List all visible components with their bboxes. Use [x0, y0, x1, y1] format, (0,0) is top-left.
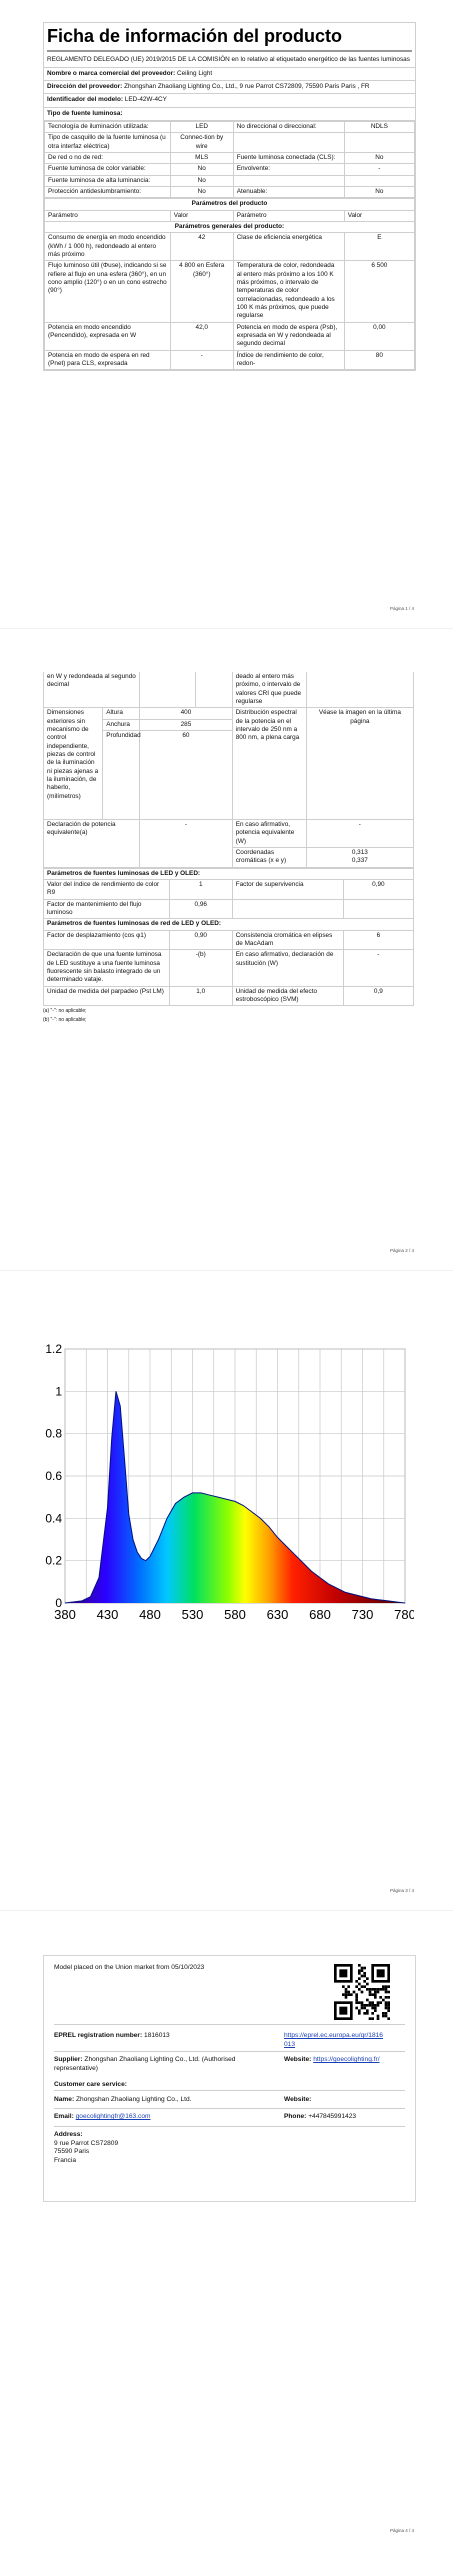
param-name: Potencia en modo de espera en red (Pnet) para CLS, expresada — [45, 350, 171, 370]
table-row — [44, 899, 414, 919]
website-link[interactable]: https://goecolighting.fr/ — [313, 2056, 380, 2063]
supplier-address-value: Zhongshan Zhaoliang Lighting Co., Ltd., 9 rue Parrot CS72809, 75590 Paris Paris , FR — [124, 83, 370, 91]
supplier-label: Supplier: — [54, 2056, 83, 2063]
param-name: Clase de eficiencia energética — [233, 233, 344, 261]
cont-right-value — [306, 672, 413, 708]
param-name: Índice de rendimiento de color, redon- — [233, 350, 344, 370]
product-params-table — [44, 198, 415, 370]
spectral-dist-value: Véase la imagen en la última página — [306, 708, 413, 820]
param-name: Consumo de energía en modo encendido (kWh / 1 000 h), redondeado al entero más próximo — [45, 233, 171, 261]
x-axis-ticks — [54, 1607, 414, 1622]
address-line: 9 rue Parrot CS72809 — [54, 2139, 119, 2147]
spectrum-chart — [43, 1335, 414, 1635]
table-row — [45, 175, 415, 186]
x-tick-label: 380 — [54, 1607, 76, 1622]
dimensions-label: Dimensiones exteriores sin mecanismo de control independiente, piezas de control de la iluminación ni piezas ajenas a la iluminación, de haberlo, (milímetros) — [44, 708, 103, 820]
table-row — [45, 350, 415, 370]
eprel-label-text: EPREL registration number: — [54, 2032, 143, 2039]
title-rule — [47, 50, 412, 52]
address-label: Address: — [54, 2131, 83, 2138]
y-axis-ticks — [45, 1342, 62, 1610]
model-label: Identificador del modelo: — [47, 96, 123, 104]
param-name: Consistencia cromática en elipses de MacAdam — [232, 930, 343, 950]
param-value: NDLS — [344, 122, 414, 133]
supplier-row — [54, 2056, 274, 2073]
param-value: 1 — [169, 879, 232, 899]
divider — [54, 2051, 405, 2052]
param-value: No — [170, 164, 233, 175]
equivalent-power-value: - — [140, 819, 233, 867]
table-row — [45, 122, 415, 133]
phone-row — [284, 2113, 356, 2122]
page-number: Página 1 / 4 — [389, 606, 414, 611]
param-value: 0,9 — [343, 986, 413, 1006]
param-value: 6 500 — [344, 261, 414, 322]
param-name: Flujo luminoso útil (Φuse), indicando si se refiere al flujo en una esfera (360°), en un cono amplio (120°) o en un cono estrecho (90°) — [45, 261, 171, 322]
y-tick-label: 0.4 — [45, 1511, 62, 1526]
care-name-label: Name: — [54, 2096, 75, 2103]
y-tick-label: 0.2 — [45, 1553, 62, 1568]
param-name: Temperatura de color, redondeada al entero más próximo a los 100 K más próximos, o intervalo de temperaturas de color correlacionadas, redondeado a los 100 K más próximos, que puede regularse — [233, 261, 344, 322]
spectrum-svg — [43, 1335, 414, 1635]
param-value: No — [170, 187, 233, 198]
equivalent-power-q-value: - — [306, 819, 413, 847]
footnote-b: (b) "-": no aplicable; — [43, 1016, 87, 1023]
param-name: Fuente luminosa de alta luminancia: — [45, 175, 171, 186]
param-value: No — [344, 153, 414, 164]
led-params-table — [43, 868, 414, 1007]
chromaticity-values — [306, 847, 413, 867]
product-params-continued — [43, 672, 414, 868]
page-separator — [0, 628, 453, 629]
email-link[interactable]: goecolightingfr@163.com — [75, 2113, 151, 2120]
param-value: 1,0 — [169, 986, 232, 1006]
y-tick-label: 1.2 — [45, 1342, 62, 1356]
light-source-type-table — [44, 121, 415, 198]
chromaticity-x: 0,313 — [351, 848, 368, 856]
table-row — [44, 986, 414, 1006]
table-row — [44, 879, 414, 899]
led-params-body — [44, 879, 414, 918]
chromaticity-y: 0,337 — [351, 857, 368, 865]
dim-name: Altura — [103, 708, 140, 719]
x-tick-label: 780 — [394, 1607, 414, 1622]
param-value: 6 — [343, 930, 413, 950]
param-value: 0,96 — [169, 899, 232, 919]
address-line: 75590 Paris — [54, 2148, 90, 2156]
param-name: Fuente luminosa de color variable: — [45, 164, 171, 175]
address-block — [54, 2131, 118, 2165]
phone-value: +447845991423 — [308, 2113, 357, 2120]
dim-value: 285 — [140, 719, 233, 730]
param-name: Protección antideslumbramiento: — [45, 187, 171, 198]
x-tick-label: 580 — [224, 1607, 246, 1622]
divider — [54, 2108, 405, 2109]
general-params-title: Parámetros generales del producto: — [45, 221, 415, 232]
y-tick-label: 1 — [55, 1384, 62, 1399]
param-name: Factor de supervivencia — [232, 879, 343, 899]
eprel-link[interactable]: https://eprel.ec.europa.eu/qr/1816013 — [284, 2032, 383, 2048]
param-name: Potencia en modo de espera (Psb), expresada en W y redondeada al segundo decimal — [233, 322, 344, 350]
y-tick-label: 0 — [55, 1596, 62, 1610]
page-1 — [43, 22, 416, 371]
light-source-type-heading: Tipo de fuente luminosa: — [44, 108, 415, 121]
type-table-body — [45, 122, 415, 198]
param-value: 0,00 — [344, 322, 414, 350]
customer-care-label: Customer care service: — [54, 2081, 127, 2088]
table-row — [45, 233, 415, 261]
table-row — [44, 950, 414, 986]
divider — [54, 2024, 405, 2025]
page-number: Página 4 / 4 — [389, 2528, 414, 2533]
param-name: Tecnología de iluminación utilizada: — [45, 122, 171, 133]
general-params-body — [45, 233, 415, 370]
param-value — [344, 133, 414, 153]
table-row — [44, 930, 414, 950]
footnote-a: (a) "-": no aplicable; — [43, 1008, 87, 1015]
dim-name: Anchura — [103, 719, 140, 730]
mains-params-title: Parámetros de fuentes luminosas de red de LED y OLED: — [44, 919, 414, 930]
care-name-value: Zhongshan Zhaoliang Lighting Co., Ltd. — [76, 2096, 192, 2103]
care-name-row — [54, 2096, 191, 2105]
supplier-address-label: Dirección del proveedor: — [47, 83, 123, 91]
market-date: Model placed on the Union market from 05/10/2023 — [54, 1964, 205, 1971]
table-row — [45, 133, 415, 153]
param-value: 80 — [344, 350, 414, 370]
param-value: - — [344, 164, 414, 175]
x-tick-label: 630 — [266, 1607, 289, 1622]
dim-value: 60 — [140, 730, 233, 819]
x-tick-label: 430 — [96, 1607, 119, 1622]
param-name: Atenuable: — [233, 187, 344, 198]
param-value: E — [344, 233, 414, 261]
divider — [54, 2126, 405, 2127]
param-name: No direccional o direccional: — [233, 122, 344, 133]
param-name — [233, 133, 344, 153]
care-website-label: Website: — [284, 2096, 312, 2103]
address-line: Francia — [54, 2156, 76, 2164]
param-value: MLS — [170, 153, 233, 164]
page-number: Página 2 / 4 — [389, 1248, 414, 1253]
param-name: Tipo de casquillo de la fuente luminosa (u otra interfaz eléctrica) — [45, 133, 171, 153]
mains-params-body — [44, 930, 414, 1006]
model-value: LED-42W-4CY — [124, 96, 167, 104]
param-value: - — [343, 950, 413, 986]
eprel-block — [43, 1955, 416, 2202]
phone-label: Phone: — [284, 2113, 307, 2120]
param-name: Factor de mantenimiento del flujo luminoso — [44, 899, 170, 919]
col-header-param: Parámetro — [233, 210, 344, 221]
param-name: En caso afirmativo, declaración de sustitución (W) — [232, 950, 343, 986]
x-tick-label: 530 — [181, 1607, 204, 1622]
spectral-dist-label: Distribución espectral de la potencia en el intervalo de 250 nm a 800 nm, a plena carga — [232, 708, 306, 820]
table-row — [45, 153, 415, 164]
param-value: 42 — [170, 233, 233, 261]
page-title: Ficha de información del producto — [47, 26, 343, 46]
param-name: Unidad de medida del parpadeo (Pst LM) — [44, 986, 170, 1006]
param-name: De red o no de red: — [45, 153, 171, 164]
cont-left: en W y redondeada al segundo decimal — [44, 672, 140, 708]
regulation-text: REGLAMENTO DELEGADO (UE) 2019/2015 DE LA COMISIÓN en lo relativo al etiquetado energético de las fuentes luminosas — [44, 54, 415, 67]
param-value: Connec-tion by wire — [170, 133, 233, 153]
trade-name-label: Nombre o marca comercial del proveedor: — [47, 69, 176, 77]
website-row — [284, 2056, 380, 2065]
param-name — [233, 175, 344, 186]
dim-value: 400 — [140, 708, 233, 719]
param-name — [232, 899, 343, 919]
param-name: Envolvente: — [233, 164, 344, 175]
x-tick-label: 480 — [139, 1607, 161, 1622]
param-name: Factor de desplazamiento (cos φ1) — [44, 930, 170, 950]
param-value — [344, 175, 414, 186]
x-tick-label: 680 — [309, 1607, 331, 1622]
table-row — [45, 187, 415, 198]
param-value: 0,90 — [343, 879, 413, 899]
table-row — [45, 261, 415, 322]
y-tick-label: 0.8 — [45, 1426, 62, 1441]
param-name: Declaración de que una fuente luminosa de LED sustituye a una fuente luminosa fluorescente sin balasto integrado de un determinado vataje. — [44, 950, 170, 986]
col-header-param: Parámetro — [45, 210, 171, 221]
page-separator — [0, 1270, 453, 1271]
cont-gap — [195, 672, 232, 708]
page-number: Página 3 / 4 — [389, 1888, 414, 1893]
equivalent-power-label: Declaración de potencia equivalente(a) — [44, 819, 140, 867]
page-separator — [0, 1910, 453, 1911]
supplier-value: Zhongshan Zhaoliang Lighting Co., Ltd. (Authorised representative) — [54, 2056, 236, 2072]
param-value: - — [170, 350, 233, 370]
chromaticity-label: Coordenadas cromáticas (x e y) — [232, 847, 306, 867]
param-value: No — [344, 187, 414, 198]
model-row — [44, 94, 415, 107]
table-row — [45, 322, 415, 350]
email-label: Email: — [54, 2113, 74, 2120]
param-name: Potencia en modo encendido (Pencendido), expresada en W — [45, 322, 171, 350]
y-tick-label: 0.6 — [45, 1469, 62, 1483]
param-value: No — [170, 175, 233, 186]
product-params-title: Parámetros del producto — [45, 199, 415, 210]
table-row — [45, 164, 415, 175]
qr-code-icon[interactable] — [334, 1964, 390, 2020]
x-tick-label: 730 — [351, 1607, 374, 1622]
page-2 — [43, 672, 414, 1023]
divider — [54, 2090, 405, 2091]
trade-name-value: Ceiling Light — [177, 69, 213, 77]
email-row — [54, 2113, 151, 2122]
param-value — [343, 899, 413, 919]
col-header-value: Valor — [170, 210, 233, 221]
cont-right: deado al entero más próximo, o intervalo de valores CRI que puede regularse — [232, 672, 306, 708]
col-header-value: Valor — [344, 210, 414, 221]
param-name: Fuente luminosa conectada (CLS): — [233, 153, 344, 164]
param-value: -(b) — [169, 950, 232, 986]
supplier-address-row — [44, 81, 415, 94]
equivalent-power-q: En caso afirmativo, potencia equivalente (W) — [232, 819, 306, 847]
cont-left-value — [140, 672, 196, 708]
param-name: Unidad de medida del efecto estroboscópico (SVM) — [232, 986, 343, 1006]
param-value: 42,0 — [170, 322, 233, 350]
eprel-label — [54, 2032, 170, 2041]
care-website-row — [284, 2096, 311, 2105]
led-params-title: Parámetros de fuentes luminosas de LED y OLED: — [44, 868, 414, 879]
param-value: 0,90 — [169, 930, 232, 950]
website-label: Website: — [284, 2056, 312, 2063]
trade-name-row — [44, 68, 415, 81]
dim-name: Profundidad — [103, 730, 140, 819]
param-name: Valor del índice de rendimiento de color R9 — [44, 879, 170, 899]
eprel-number: 1816013 — [144, 2032, 170, 2039]
param-value: LED — [170, 122, 233, 133]
param-value: 4 800 en Esfera (360°) — [170, 261, 233, 322]
